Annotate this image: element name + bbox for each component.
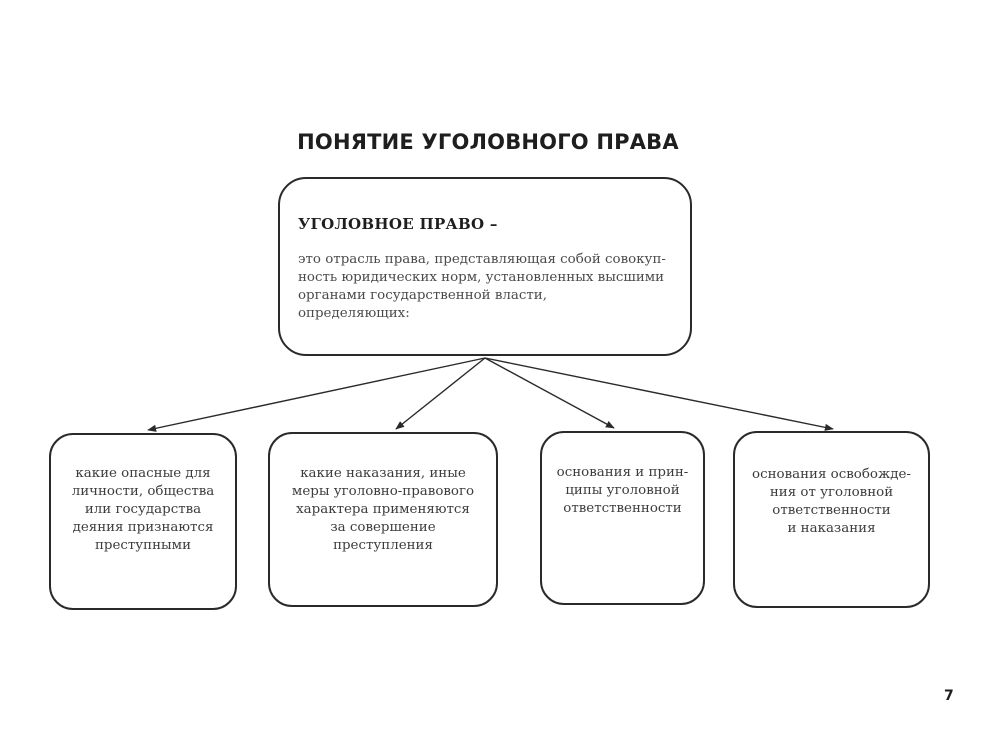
category-line: преступными [94,538,192,553]
arrow-to-node-3 [485,358,614,428]
category-box-punishments [268,432,498,607]
category-line: и наказания [787,521,876,536]
definition-line: ность юридических норм, установленных высшими [298,270,665,285]
category-line: личности, общества [71,484,215,499]
category-line: меры уголовно-правового [291,484,475,499]
category-line: ния от уголовной [769,485,894,500]
definition-line: органами государственной власти, [298,288,547,303]
category-line: какие опасные для [75,466,211,481]
category-line: какие наказания, иные [300,466,466,481]
arrow-to-node-2 [396,358,485,429]
category-line: ответственности [563,501,682,516]
category-line: или государства [84,502,202,517]
page-title: ПОНЯТИЕ УГОЛОВНОГО ПРАВА [297,130,679,154]
category-line: основания и прин- [556,465,689,480]
arrow-to-node-4 [485,358,833,429]
category-line: деяния признаются [72,520,214,535]
category-box-grounds-principles [540,431,705,605]
definition-term: УГОЛОВНОЕ ПРАВО – [298,215,498,233]
category-line: преступления [333,538,433,553]
definition-line: определяющих: [298,306,410,321]
category-line: ципы уголовной [565,483,680,498]
category-box-exemption-grounds [733,431,930,608]
category-line: ответственности [772,503,891,518]
category-line: характера применяются [296,502,470,517]
category-line: за совершение [330,520,436,535]
definition-line: это отрасль права, представляющая собой совокуп- [298,252,666,267]
page-number: 7 [944,688,954,704]
category-box-dangerous-acts [49,433,237,610]
category-line: основания освобожде- [752,467,911,482]
arrow-to-node-1 [148,358,485,430]
